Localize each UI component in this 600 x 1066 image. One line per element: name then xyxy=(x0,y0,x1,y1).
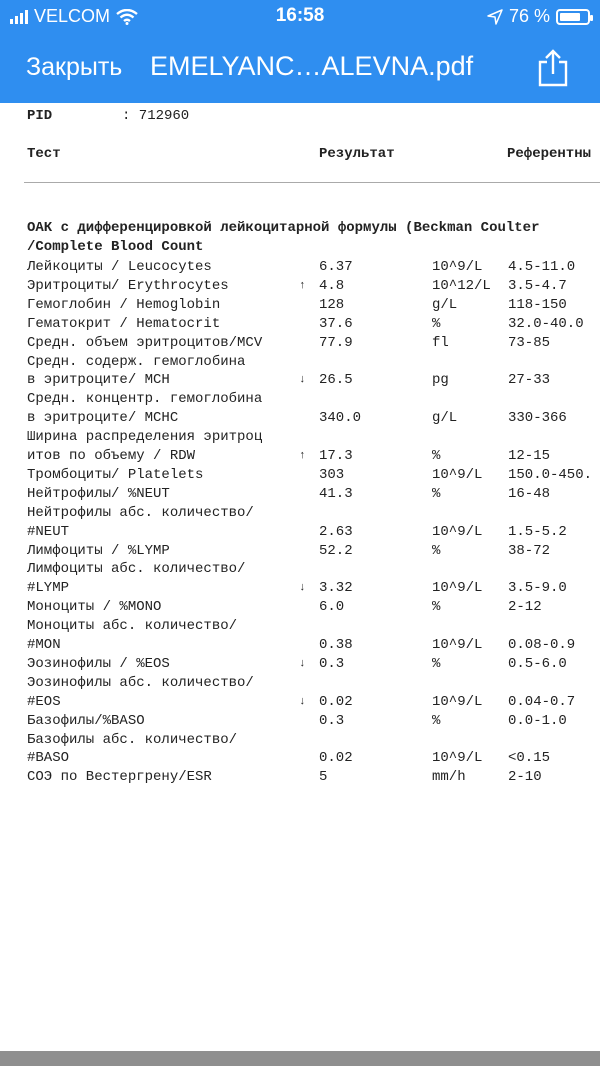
table-row xyxy=(0,486,600,505)
reference-range: 118-150 xyxy=(508,296,567,313)
test-name: Базофилы/%BASO xyxy=(27,712,145,729)
unit-value: 10^9/L xyxy=(432,466,483,483)
result-value: 0.3 xyxy=(319,712,345,729)
test-name: в эритроците/ MCHC xyxy=(27,410,179,427)
flag-indicator: ↓ xyxy=(299,582,306,595)
battery-percent: 76 % xyxy=(508,6,550,26)
pdf-document[interactable] xyxy=(0,103,600,1051)
test-name: Эозинофилы / %EOS xyxy=(27,655,170,672)
test-name: Лимфоциты абс. количество/ xyxy=(27,561,246,578)
result-value: 52.2 xyxy=(319,542,353,559)
reference-range: 0.0-1.0 xyxy=(508,712,567,729)
reference-range: 32.0-40.0 xyxy=(508,315,584,332)
reference-range: 4.5-11.0 xyxy=(508,259,576,275)
reference-range: 330-366 xyxy=(508,410,567,427)
table-row xyxy=(0,391,600,410)
reference-range: 2-12 xyxy=(508,599,542,616)
unit-value: % xyxy=(432,448,441,464)
result-value: 17.3 xyxy=(319,448,353,464)
reference-range: 2-10 xyxy=(508,769,542,786)
test-name: #LYMP xyxy=(27,580,70,597)
result-value: 6.0 xyxy=(319,599,345,616)
unit-value: fl xyxy=(432,334,449,351)
reference-range: 3.5-4.7 xyxy=(508,277,567,294)
table-row xyxy=(0,580,600,599)
result-value: 303 xyxy=(319,466,345,483)
test-name: Нейтрофилы абс. количество/ xyxy=(27,504,254,521)
table-row xyxy=(0,372,600,391)
test-name: Ширина распределения эритроц xyxy=(27,429,263,446)
table-header xyxy=(0,146,600,165)
flag-indicator: ↓ xyxy=(299,374,306,387)
result-value: 6.37 xyxy=(319,259,353,275)
panel-title-text-1: ОАК с дифференцировкой лейкоцитарной формулы (Beckman Coulter xyxy=(27,220,540,236)
table-row xyxy=(0,599,600,618)
unit-value: 10^9/L xyxy=(432,637,483,653)
result-value: 77.9 xyxy=(319,334,353,351)
table-row xyxy=(0,316,600,335)
test-name: итов по объему / RDW xyxy=(27,448,196,464)
table-row xyxy=(0,524,600,543)
unit-value: % xyxy=(432,542,441,559)
result-value: 41.3 xyxy=(319,485,353,502)
close-button[interactable]: Закрыть xyxy=(26,53,123,81)
status-bar-right xyxy=(487,6,590,27)
table-row xyxy=(0,505,600,524)
reference-range: 0.04-0.7 xyxy=(508,693,576,710)
reference-range: 0.08-0.9 xyxy=(508,637,576,653)
reference-range: <0.15 xyxy=(508,750,551,767)
test-name: Тромбоциты/ Platelets xyxy=(27,466,204,483)
header-divider xyxy=(24,182,600,183)
result-value: 0.02 xyxy=(319,693,353,710)
panel-title-line-1 xyxy=(0,220,600,239)
result-value: 37.6 xyxy=(319,315,353,332)
table-row xyxy=(0,656,600,675)
bottom-scroll-edge xyxy=(0,1051,600,1066)
table-row xyxy=(0,278,600,297)
flag-indicator: ↓ xyxy=(299,657,306,670)
reference-range: 16-48 xyxy=(508,485,551,502)
status-time: 16:58 xyxy=(275,5,325,26)
result-value: 4.8 xyxy=(319,277,345,294)
header-reference: Референтны xyxy=(507,146,592,162)
result-value: 3.32 xyxy=(319,580,353,597)
reference-range: 27-33 xyxy=(508,372,551,389)
reference-range: 1.5-5.2 xyxy=(508,523,567,540)
test-name: Гематокрит / Hematocrit xyxy=(27,315,221,332)
table-row xyxy=(0,467,600,486)
test-name: Эозинофилы абс. количество/ xyxy=(27,674,254,691)
test-name: #NEUT xyxy=(27,523,70,540)
document-title: EMELYANC…ALEVNA.pdf xyxy=(150,51,474,81)
table-row xyxy=(0,561,600,580)
result-value: 0.38 xyxy=(319,637,353,653)
test-name: Моноциты / %MONO xyxy=(27,599,162,616)
test-name: #EOS xyxy=(27,693,61,710)
result-value: 340.0 xyxy=(319,410,362,427)
result-value: 128 xyxy=(319,296,345,313)
battery-level xyxy=(560,13,580,21)
table-row xyxy=(0,410,600,429)
table-row xyxy=(0,637,600,656)
result-value: 0.02 xyxy=(319,750,353,767)
table-row xyxy=(0,732,600,751)
unit-value: pg xyxy=(432,372,449,389)
carrier-name: VELCOM xyxy=(34,6,111,26)
result-value: 26.5 xyxy=(319,372,353,389)
table-row xyxy=(0,750,600,769)
flag-indicator: ↓ xyxy=(299,695,306,708)
reference-range: 12-15 xyxy=(508,448,551,464)
test-name: Лимфоциты / %LYMP xyxy=(27,542,170,559)
reference-range: 0.5-6.0 xyxy=(508,655,567,672)
result-value: 2.63 xyxy=(319,523,353,540)
table-row xyxy=(0,694,600,713)
header-test: Тест xyxy=(27,146,61,162)
table-row xyxy=(0,335,600,354)
test-name: Базофилы абс. количество/ xyxy=(27,731,238,748)
unit-value: 10^9/L xyxy=(432,259,483,275)
pid-label: PID xyxy=(27,108,53,124)
test-name: #MON xyxy=(27,637,61,653)
result-value: 5 xyxy=(319,769,328,786)
test-name: СОЭ по Вестергрену/ESR xyxy=(27,769,212,786)
test-name: #BASO xyxy=(27,750,70,767)
unit-value: % xyxy=(432,599,441,616)
reference-range: 38-72 xyxy=(508,542,551,559)
test-name: в эритроците/ MCH xyxy=(27,372,170,389)
flag-indicator: ↑ xyxy=(299,279,306,292)
unit-value: % xyxy=(432,315,441,332)
table-row xyxy=(0,769,600,788)
battery-icon xyxy=(556,9,590,25)
top-bar xyxy=(0,0,600,103)
table-row xyxy=(0,713,600,732)
unit-value: 10^9/L xyxy=(432,523,483,540)
reference-range: 73-85 xyxy=(508,334,551,351)
unit-value: g/L xyxy=(432,410,458,427)
table-row xyxy=(0,448,600,467)
share-icon[interactable] xyxy=(536,48,570,88)
unit-value: 10^9/L xyxy=(432,693,483,710)
location-arrow-icon xyxy=(487,9,503,25)
table-row xyxy=(0,354,600,373)
table-row xyxy=(0,429,600,448)
unit-value: % xyxy=(432,712,441,729)
panel-title-text-2: /Complete Blood Count xyxy=(27,239,204,255)
table-row xyxy=(0,259,600,278)
unit-value: g/L xyxy=(432,296,458,313)
test-name: Нейтрофилы/ %NEUT xyxy=(27,485,170,502)
unit-value: 10^12/L xyxy=(432,277,491,294)
unit-value: 10^9/L xyxy=(432,750,483,767)
test-name: Моноциты абс. количество/ xyxy=(27,618,238,635)
cut-off-previous-line xyxy=(340,103,600,107)
unit-value: % xyxy=(432,485,441,502)
unit-value: % xyxy=(432,655,441,672)
test-name: Средн. содерж. гемоглобина xyxy=(27,353,246,370)
result-value: 0.3 xyxy=(319,655,345,672)
table-row xyxy=(0,543,600,562)
test-name: Гемоглобин / Hemoglobin xyxy=(27,296,221,313)
test-name: Средн. объем эритроцитов/MCV xyxy=(27,334,263,351)
table-row xyxy=(0,297,600,316)
flag-indicator: ↑ xyxy=(299,450,306,462)
table-row xyxy=(0,618,600,637)
test-name: Средн. концентр. гемоглобина xyxy=(27,391,263,408)
reference-range: 150.0-450. xyxy=(508,466,593,483)
test-name: Лейкоциты / Leucocytes xyxy=(27,259,212,275)
unit-value: 10^9/L xyxy=(432,580,483,597)
test-name: Эритроциты/ Erythrocytes xyxy=(27,277,229,294)
header-result: Результат xyxy=(319,146,395,162)
table-row xyxy=(0,675,600,694)
unit-value: mm/h xyxy=(432,769,466,786)
reference-range: 3.5-9.0 xyxy=(508,580,567,597)
pid-value: : 712960 xyxy=(122,108,190,124)
panel-title-line-2 xyxy=(0,239,600,258)
pid-row xyxy=(0,108,600,127)
